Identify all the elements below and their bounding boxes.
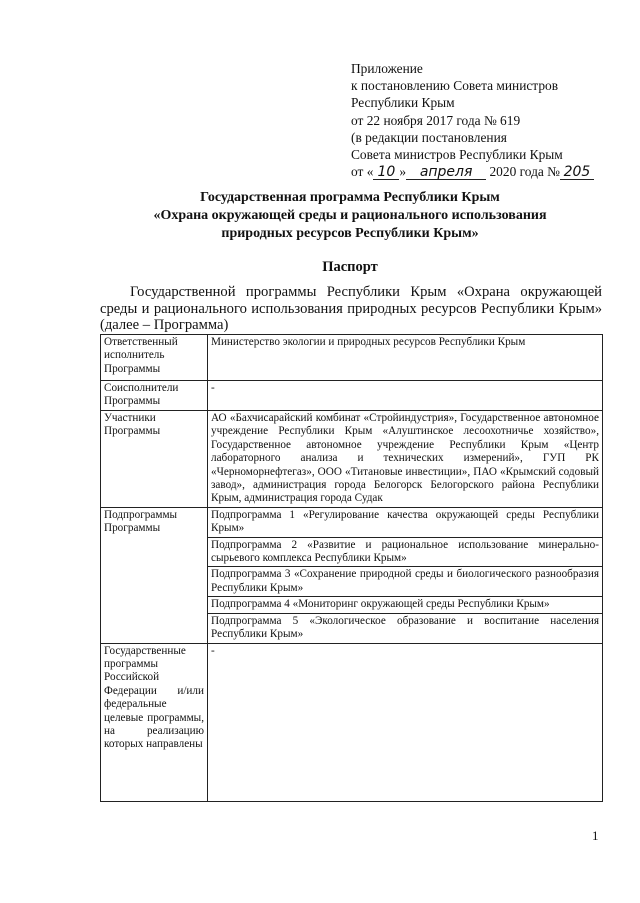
table-row: [101, 381, 603, 411]
handwritten-day: 10: [373, 165, 399, 180]
table-row: [101, 643, 603, 801]
handwritten-month: апреля: [406, 165, 486, 180]
passport-heading: Паспорт: [322, 259, 378, 275]
appendix-date-line: [351, 163, 621, 180]
title-line: природных ресурсов Республики Крым»: [221, 226, 479, 241]
title-line: «Охрана окружающей среды и рационального использования: [153, 208, 547, 223]
date-suffix: 2020 года №: [489, 164, 560, 180]
title-line: Государственная программа Республики Крым: [200, 190, 500, 205]
row-value: АО «Бахчисарайский комбинат «Стройиндустрия», Государственное автономное учреждение Республики Крым «Алуштинское лесоохотничье хозяйство», Государственное автономное учреждение Республики Крым «Центр лабораторного анализа и технических измерений», ГУП РК «Черноморнефтегаз», ООО «Титановые инвестиции», ПАО «Крымский содовый завод», администрация города Белогорск Белогорского района Республики Крым, администрация города Судак: [208, 411, 603, 508]
subprogram-cell: Подпрограмма 2 «Развитие и рациональное использование минерально-сырьевого комплекса Республики Крым»: [208, 537, 603, 567]
row-value: Министерство экологии и природных ресурсов Республики Крым: [208, 335, 603, 381]
table-row: [101, 507, 603, 537]
appendix-line: Совета министров Республики Крым: [351, 147, 563, 163]
page-number: 1: [592, 828, 599, 843]
appendix-line: к постановлению Совета министров: [351, 78, 559, 94]
date-mid: »: [399, 164, 407, 180]
program-title: [100, 189, 600, 243]
row-label: Соисполнители Программы: [101, 381, 208, 411]
subprogram-cell: Подпрограмма 3 «Сохранение природной среды и биологического разнообразия Республики Крым»: [208, 567, 603, 597]
subprogram-cell: Подпрограмма 1 «Регулирование качества окружающей среды Республики Крым»: [208, 507, 603, 537]
row-label: Подпрограммы Программы: [101, 507, 208, 643]
intro-paragraph: Государственной программы Республики Крым «Охрана окружающей среды и рационального использования природных ресурсов Республики Крым» (далее – Программа): [100, 284, 602, 333]
appendix-line: Республики Крым: [351, 95, 455, 111]
appendix-line: (в редакции постановления: [351, 129, 507, 145]
date-prefix: от «: [351, 164, 374, 180]
subprogram-cell: Подпрограмма 4 «Мониторинг окружающей среды Республики Крым»: [208, 597, 603, 613]
row-label: Ответственный исполнитель Программы: [101, 335, 208, 381]
passport-table: [100, 334, 603, 802]
row-value: -: [208, 643, 603, 801]
handwritten-number: 205: [560, 165, 594, 180]
subprogram-cell: Подпрограмма 5 «Экологическое образование и воспитание населения Республики Крым»: [208, 613, 603, 643]
appendix-line: от 22 ноября 2017 года № 619: [351, 112, 521, 128]
row-label: Участники Программы: [101, 411, 208, 508]
table-row: [101, 335, 603, 381]
appendix-line: Приложение: [351, 61, 423, 76]
appendix-block: [351, 60, 621, 180]
row-value: -: [208, 381, 603, 411]
row-label: Государственные программы Российской Федерации и/или федеральные целевые программы, на реализацию которых направлены: [101, 643, 208, 801]
table-row: [101, 411, 603, 508]
